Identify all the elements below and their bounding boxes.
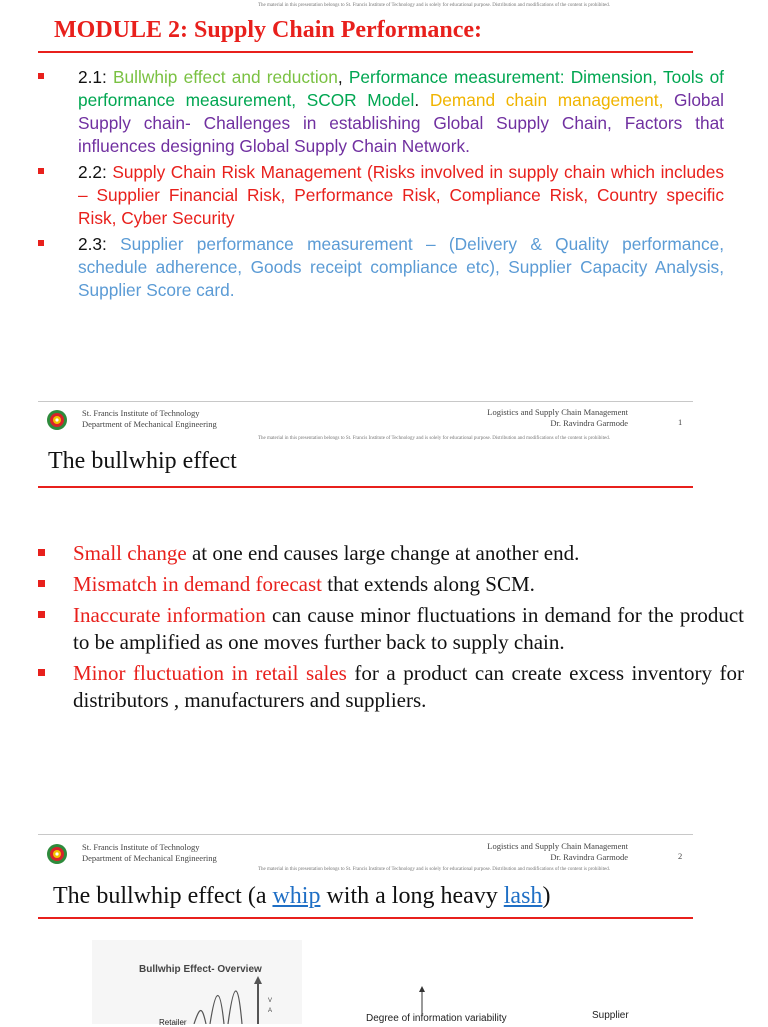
whip-link[interactable]: whip — [272, 883, 321, 909]
title-text: The bullwhip effect (a — [53, 883, 273, 909]
topic-segment: 2.2: — [78, 162, 113, 182]
title-underline — [38, 486, 693, 488]
retailer-label: Retailer — [159, 1018, 187, 1027]
topic-segment: , — [337, 67, 349, 87]
point-text: can cause minor fluctuations in demand for the product to be amplified as one moves further back to supply chain. — [73, 603, 744, 654]
page-number: 2 — [678, 851, 683, 861]
footer-course-block — [448, 407, 628, 428]
bullwhip-point — [38, 602, 744, 656]
footer-author: Dr. Ravindra Garmode — [550, 417, 628, 428]
footer-institute: St. Francis Institute of Technology — [82, 842, 200, 852]
point-text: that extends along SCM. — [322, 572, 535, 596]
institute-logo-icon — [46, 843, 68, 865]
supplier-label: Supplier — [592, 1010, 629, 1021]
bullet-square-icon — [38, 73, 44, 79]
topic-item — [38, 161, 724, 230]
bullet-square-icon — [38, 549, 45, 556]
wave-graphic-icon — [192, 976, 282, 1024]
module-title: MODULE 2: Supply Chain Performance: — [54, 17, 482, 43]
axis-label: Degree of information variability — [366, 1013, 507, 1024]
module-topic-list — [38, 66, 724, 305]
institute-logo-icon — [46, 409, 68, 431]
svg-text:V: V — [268, 998, 273, 1004]
footer-institute-block — [82, 408, 217, 429]
bullet-square-icon — [38, 669, 45, 676]
footer-course: Logistics and Supply Chain Management — [487, 841, 628, 851]
topic-item — [38, 66, 724, 158]
footer-department: Department of Mechanical Engineering — [82, 852, 217, 863]
topic-item — [38, 233, 724, 302]
bullwhip-point — [38, 540, 744, 567]
footer-divider — [38, 834, 693, 835]
bullet-square-icon — [38, 168, 44, 174]
bullet-square-icon — [38, 580, 45, 587]
point-highlight: Inaccurate information — [73, 603, 266, 627]
up-arrow-icon — [416, 986, 428, 1016]
slide-title: The bullwhip effect — [48, 448, 237, 474]
title-underline — [38, 51, 693, 53]
figure-title: Bullwhip Effect- Overview — [139, 964, 262, 975]
slide-title — [53, 883, 550, 910]
lash-link[interactable]: lash — [503, 883, 543, 909]
footer-institute: St. Francis Institute of Technology — [82, 408, 200, 418]
topic-segment: Supply Chain Risk Management (Risks involved in supply chain which includes – Supplier Financial Risk, Performance Risk, Compliance Risk, Country specific Risk, Cyber Security — [78, 162, 724, 228]
title-underline — [38, 917, 693, 919]
point-text: for a product can create excess inventory for distributors , manufacturers and suppliers. — [73, 661, 744, 712]
footer-course-block — [448, 841, 628, 862]
page-number: 1 — [678, 417, 683, 427]
copyright-notice: The material in this presentation belongs to St. Francis Institute of Technology and is solely for educational purpose. Distribution and modifications of the content is prohibited. — [258, 436, 610, 441]
bullwhip-point — [38, 571, 744, 598]
bullet-square-icon — [38, 240, 44, 246]
footer-department: Department of Mechanical Engineering — [82, 418, 217, 429]
title-text: ) — [542, 883, 551, 909]
topic-segment: 2.3: — [78, 234, 121, 254]
bullwhip-points-list — [38, 540, 744, 718]
footer-divider — [38, 401, 693, 402]
point-highlight: Mismatch in demand forecast — [73, 572, 323, 596]
title-text: with a long heavy — [320, 883, 504, 909]
footer-course: Logistics and Supply Chain Management — [487, 407, 628, 417]
bullwhip-overview-figure — [92, 940, 302, 1027]
topic-segment: 2.1: — [78, 67, 114, 87]
bullet-square-icon — [38, 611, 45, 618]
point-text: at one end causes large change at another end. — [186, 541, 580, 565]
topic-segment: Demand chain management, — [429, 90, 675, 110]
topic-segment: Global Supply chain- Challenges in establishing Global Supply Chain, Factors that influences designing Global Supply Chain Network. — [78, 90, 724, 156]
point-highlight: Small change — [73, 541, 187, 565]
topic-segment: Bullwhip effect and reduction — [113, 67, 338, 87]
svg-text:A: A — [268, 1008, 273, 1014]
footer-author: Dr. Ravindra Garmode — [550, 851, 628, 862]
footer-institute-block — [82, 842, 217, 863]
point-highlight: Minor fluctuation in retail sales — [73, 661, 347, 685]
bullwhip-point — [38, 660, 744, 714]
copyright-notice: The material in this presentation belongs to St. Francis Institute of Technology and is solely for educational purpose. Distribution and modifications of the content is prohibited. — [258, 867, 610, 872]
topic-segment: . — [414, 90, 430, 110]
topic-segment: Supplier performance measurement – (Delivery & Quality performance, schedule adherence, Goods receipt compliance etc), Supplier Capacity Analysis, Supplier Score card. — [78, 234, 724, 300]
copyright-notice: The material in this presentation belongs to St. Francis Institute of Technology and is solely for educational purpose. Distribution and modifications of the content is prohibited. — [258, 3, 610, 8]
topic-segment: Performance measurement: Dimension, Tools of performance measurement, SCOR Model — [78, 67, 724, 110]
slide-footer — [38, 404, 693, 440]
